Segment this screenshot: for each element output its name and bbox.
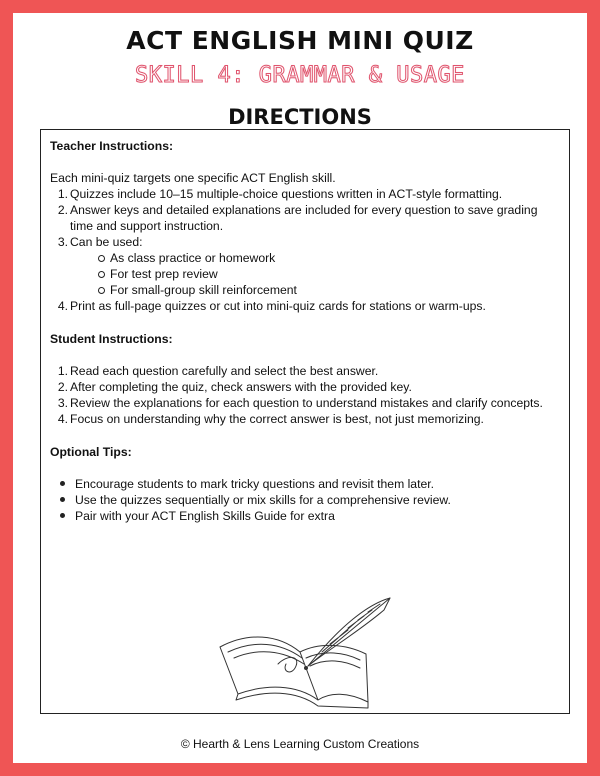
list-item: 3. Review the explanations for each question to understand mistakes and clarify concepts. bbox=[57, 396, 543, 410]
list-item: For small-group skill reinforcement bbox=[70, 282, 559, 298]
teacher-list bbox=[50, 186, 559, 314]
list-item: Pair with your ACT English Skills Guide for extra bbox=[50, 508, 559, 524]
footer-credit: © Hearth & Lens Learning Custom Creations bbox=[180, 737, 420, 751]
directions-heading: DIRECTIONS bbox=[228, 105, 372, 129]
book-quill-icon bbox=[208, 592, 398, 712]
teacher-intro: Each mini-quiz targets one specific ACT English skill. bbox=[50, 171, 336, 185]
list-item: As class practice or homework bbox=[70, 250, 559, 266]
list-item: Encourage students to mark tricky questions and revisit them later. bbox=[50, 476, 559, 492]
list-item: 4. Focus on understanding why the correct answer is best, not just memorizing. bbox=[57, 412, 484, 426]
list-item: Use the quizzes sequentially or mix skills for a comprehensive review. bbox=[50, 492, 559, 508]
tips-list bbox=[50, 476, 559, 524]
page-title: ACT ENGLISH MINI QUIZ bbox=[126, 26, 474, 55]
student-heading: Student Instructions: bbox=[50, 332, 173, 346]
student-list bbox=[50, 363, 559, 427]
list-item: 4. Print as full-page quizzes or cut into mini-quiz cards for stations or warm-ups. bbox=[57, 299, 486, 313]
list-item: 2. Answer keys and detailed explanations are included for every question to save grading time and support instruction. bbox=[57, 203, 538, 233]
tips-heading: Optional Tips: bbox=[50, 445, 132, 459]
page-subtitle: SKILL 4: GRAMMAR & USAGE bbox=[135, 63, 465, 88]
list-item: For test prep review bbox=[70, 266, 559, 282]
list-item: 2. After completing the quiz, check answers with the provided key. bbox=[57, 380, 412, 394]
list-item: 1. Read each question carefully and select the best answer. bbox=[57, 364, 379, 378]
list-item: 3. Can be used: As class practice or homework For test prep review For small-group skill reinforcement bbox=[50, 234, 559, 298]
list-item: 1. Quizzes include 10–15 multiple-choice questions written in ACT-style formatting. bbox=[57, 187, 503, 201]
uses-list bbox=[70, 250, 559, 298]
teacher-heading: Teacher Instructions: bbox=[50, 139, 174, 153]
